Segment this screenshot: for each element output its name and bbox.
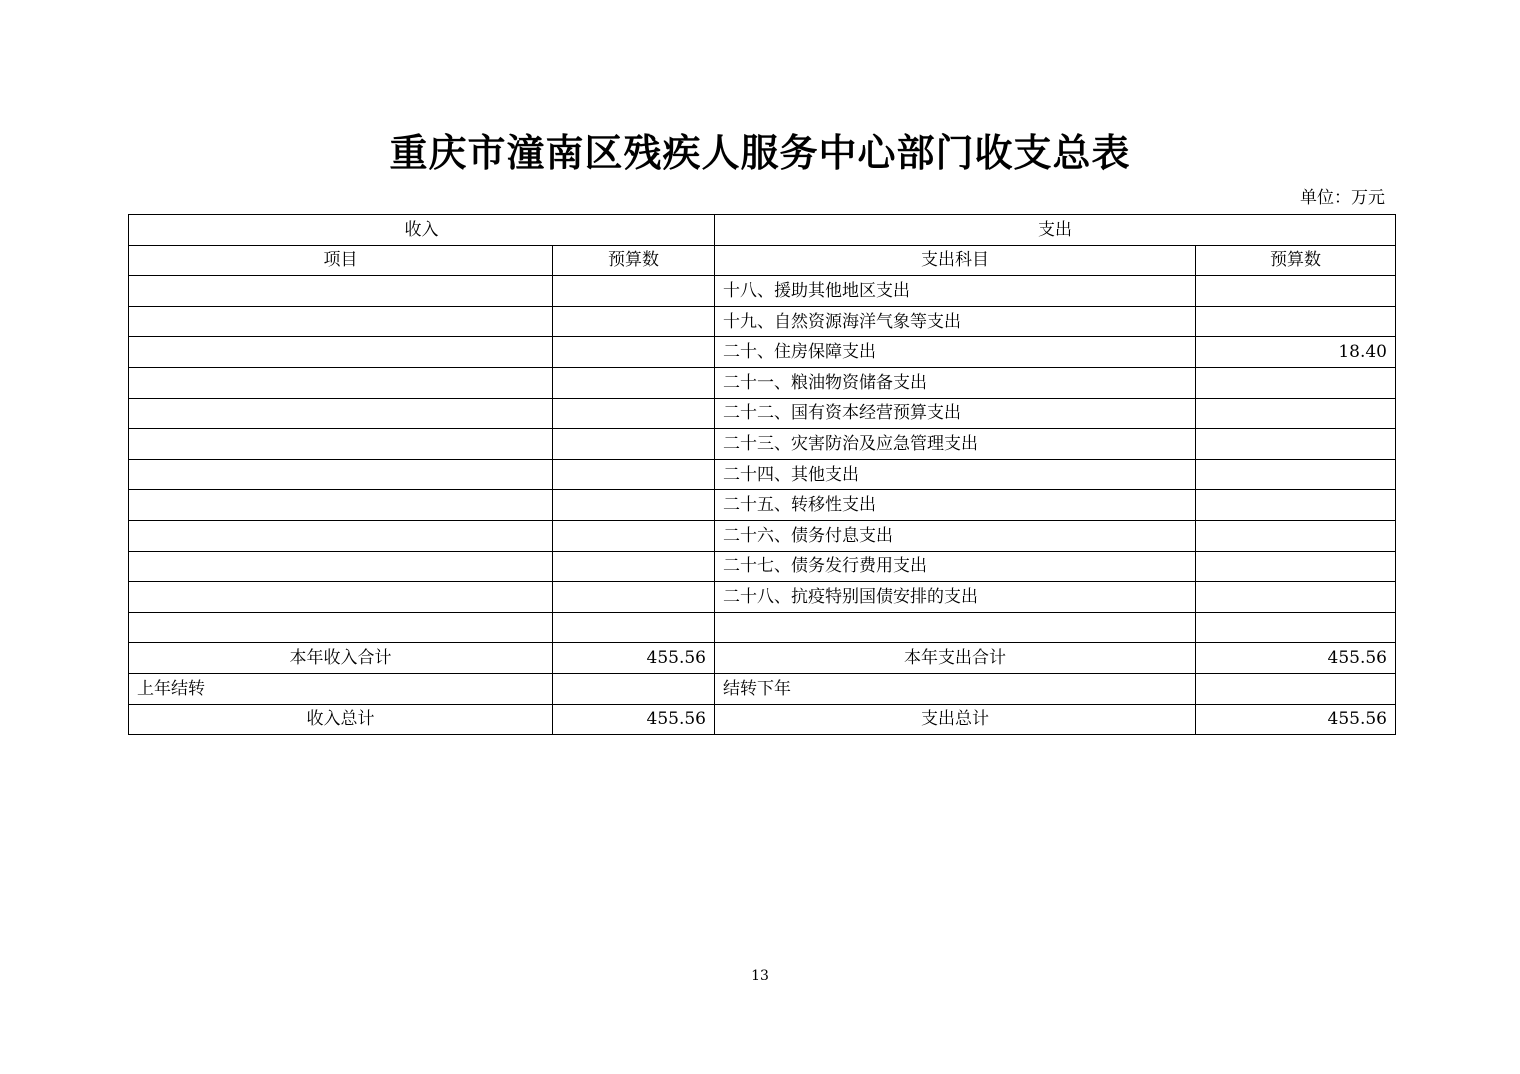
income-budget-cell <box>553 612 715 643</box>
expense-item-cell: 二十六、债务付息支出 <box>715 520 1196 551</box>
expense-budget-cell <box>1196 398 1396 429</box>
table-row <box>129 551 1396 582</box>
expense-item-cell: 十九、自然资源海洋气象等支出 <box>715 306 1196 337</box>
income-budget-cell <box>553 306 715 337</box>
expense-budget-cell <box>1196 520 1396 551</box>
income-grand-total-label: 收入总计 <box>129 704 553 735</box>
income-budget-cell <box>553 490 715 521</box>
income-item-cell <box>129 276 553 307</box>
income-item-cell <box>129 367 553 398</box>
expense-item-cell: 二十三、灾害防治及应急管理支出 <box>715 429 1196 460</box>
table-row <box>129 490 1396 521</box>
income-group-header: 收入 <box>129 215 715 246</box>
budget-summary-table <box>128 214 1396 735</box>
expense-item-cell: 二十五、转移性支出 <box>715 490 1196 521</box>
expense-grand-total-label: 支出总计 <box>715 704 1196 735</box>
table-row <box>129 398 1396 429</box>
table-row <box>129 337 1396 368</box>
income-item-cell <box>129 429 553 460</box>
prior-year-carryover-label: 上年结转 <box>129 673 553 704</box>
expense-budget-cell <box>1196 459 1396 490</box>
expense-budget-cell <box>1196 276 1396 307</box>
income-grand-total-value: 455.56 <box>553 704 715 735</box>
income-budget-cell <box>553 367 715 398</box>
expense-budget-cell <box>1196 429 1396 460</box>
expense-budget-cell: 18.40 <box>1196 337 1396 368</box>
prior-year-carryover-value <box>553 673 715 704</box>
table-row <box>129 306 1396 337</box>
next-year-carryover-label: 结转下年 <box>715 673 1196 704</box>
income-budget-header: 预算数 <box>553 245 715 276</box>
expense-item-cell: 二十八、抗疫特别国债安排的支出 <box>715 582 1196 613</box>
table-row <box>129 367 1396 398</box>
income-item-cell <box>129 551 553 582</box>
income-budget-cell <box>553 551 715 582</box>
column-header-row <box>129 245 1396 276</box>
year-income-total-value: 455.56 <box>553 643 715 674</box>
expense-budget-cell <box>1196 612 1396 643</box>
table-row <box>129 520 1396 551</box>
table-body <box>129 215 1396 735</box>
grand-total-row <box>129 704 1396 735</box>
year-total-row <box>129 643 1396 674</box>
income-item-cell <box>129 582 553 613</box>
expense-item-cell: 二十、住房保障支出 <box>715 337 1196 368</box>
income-item-cell <box>129 520 553 551</box>
income-budget-cell <box>553 459 715 490</box>
page-number: 13 <box>751 968 769 984</box>
table-row <box>129 582 1396 613</box>
unit-label: 单位：万元 <box>1300 188 1385 208</box>
expense-item-cell: 十八、援助其他地区支出 <box>715 276 1196 307</box>
income-item-cell <box>129 612 553 643</box>
expense-budget-cell <box>1196 490 1396 521</box>
carryover-row <box>129 673 1396 704</box>
expense-budget-cell <box>1196 582 1396 613</box>
expense-item-cell: 二十一、粮油物资储备支出 <box>715 367 1196 398</box>
income-budget-cell <box>553 582 715 613</box>
group-header-row <box>129 215 1396 246</box>
income-item-cell <box>129 459 553 490</box>
table-row <box>129 276 1396 307</box>
table-row <box>129 459 1396 490</box>
income-budget-cell <box>553 398 715 429</box>
next-year-carryover-value <box>1196 673 1396 704</box>
expense-item-header: 支出科目 <box>715 245 1196 276</box>
year-income-total-label: 本年收入合计 <box>129 643 553 674</box>
income-budget-cell <box>553 429 715 460</box>
expense-item-cell: 二十四、其他支出 <box>715 459 1196 490</box>
expense-grand-total-value: 455.56 <box>1196 704 1396 735</box>
income-item-cell <box>129 337 553 368</box>
expense-item-cell: 二十二、国有资本经营预算支出 <box>715 398 1196 429</box>
expense-budget-cell <box>1196 306 1396 337</box>
expense-item-cell <box>715 612 1196 643</box>
income-budget-cell <box>553 276 715 307</box>
income-item-cell <box>129 306 553 337</box>
page-title: 重庆市潼南区残疾人服务中心部门收支总表 <box>389 130 1131 175</box>
table-row <box>129 429 1396 460</box>
year-expense-total-value: 455.56 <box>1196 643 1396 674</box>
year-expense-total-label: 本年支出合计 <box>715 643 1196 674</box>
income-item-header: 项目 <box>129 245 553 276</box>
expense-budget-cell <box>1196 551 1396 582</box>
expense-budget-cell <box>1196 367 1396 398</box>
income-budget-cell <box>553 520 715 551</box>
income-budget-cell <box>553 337 715 368</box>
income-item-cell <box>129 490 553 521</box>
expense-item-cell: 二十七、债务发行费用支出 <box>715 551 1196 582</box>
income-item-cell <box>129 398 553 429</box>
expense-group-header: 支出 <box>715 215 1396 246</box>
table-row <box>129 612 1396 643</box>
expense-budget-header: 预算数 <box>1196 245 1396 276</box>
